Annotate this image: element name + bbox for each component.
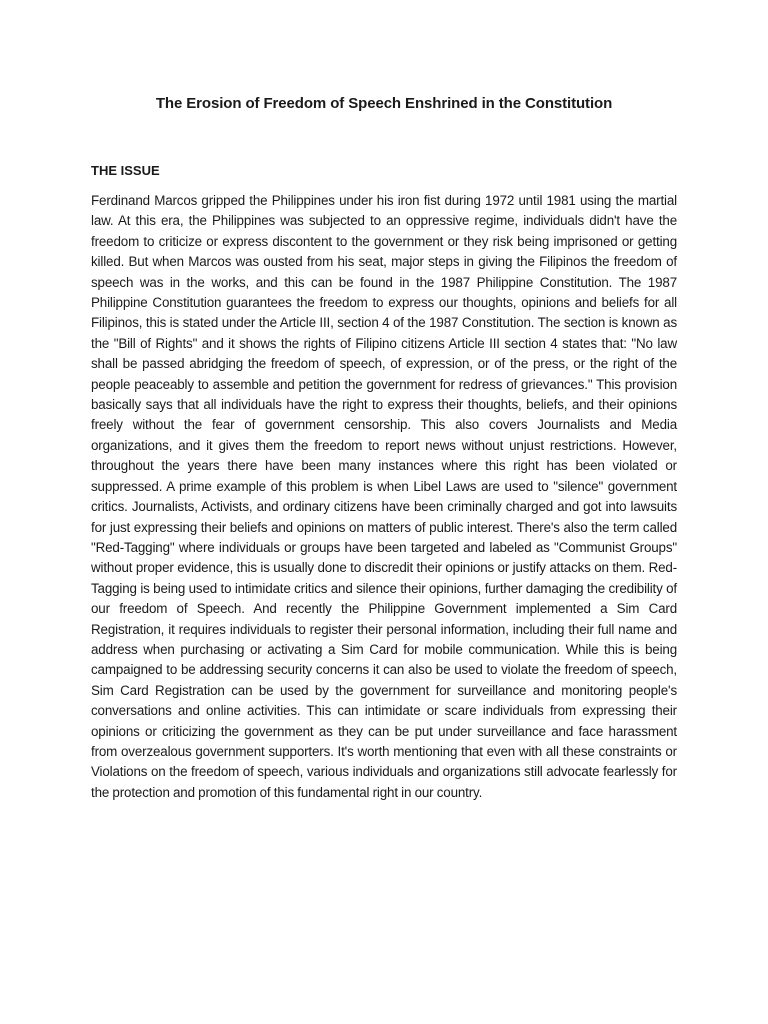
body-paragraph: Ferdinand Marcos gripped the Philippines under his iron fist during 1972 until 1981 using the martial law. At this era, the Philippines was subjected to an oppressive regime, individuals didn't have the freedom to criticize or express discontent to the government or they risk being imprisoned or getting killed. But when Marcos was ousted from his seat, major steps in giving the Filipinos the freedom of speech was in the works, and this can be found in the 1987 Philippine Constitution. The 1987 Philippine Constitution guarantees the freedom to express our thoughts, opinions and beliefs for all Filipinos, this is stated under the Article III, section 4 of the 1987 Constitution. The section is known as the "Bill of Rights" and it shows the rights of Filipino citizens Article III section 4 states that: "No law shall be passed abridging the freedom of speech, of expression, or of the press, or the right of the people peaceably to assemble and petition the government for redress of grievances." This provision basically says that all individuals have the right to express their thoughts, beliefs, and their opinions freely without the fear of government censorship. This also covers Journalists and Media organizations, and it gives them the freedom to report news without unjust restrictions. However, throughout the years there have been many instances where this right has been violated or suppressed. A prime example of this problem is when Libel Laws are used to "silence" government critics. Journalists, Activists, and ordinary citizens have been criminally charged and got into lawsuits for just expressing their beliefs and opinions on matters of public interest. There's also the term called "Red-Tagging" where individuals or groups have been targeted and labeled as "Communist Groups" without proper evidence, this is usually done to discredit their opinions or justify attacks on them. Red-Tagging is being used to intimidate critics and silence their opinions, further damaging the credibility of our freedom of Speech. And recently the Philippine Government implemented a Sim Card Registration, it requires individuals to register their personal information, including their full name and address when purchasing or activating a Sim Card for mobile communication. While this is being campaigned to be addressing security concerns it can also be used to violate the freedom of speech, Sim Card Registration can be used by the government for surveillance and monitoring people's conversations and online activities. This can intimidate or scare individuals from expressing their opinions or criticizing the government as they can be put under surveillance and face harassment from overzealous government supporters. It's worth mentioning that even with all these constraints or Violations on the freedom of speech, various individuals and organizations still advocate fearlessly for the protection and promotion of this fundamental right in our country. xyxy=(91,193,677,800)
section-heading: THE ISSUE xyxy=(91,163,160,178)
document-title: The Erosion of Freedom of Speech Enshrined in the Constitution xyxy=(155,95,613,112)
